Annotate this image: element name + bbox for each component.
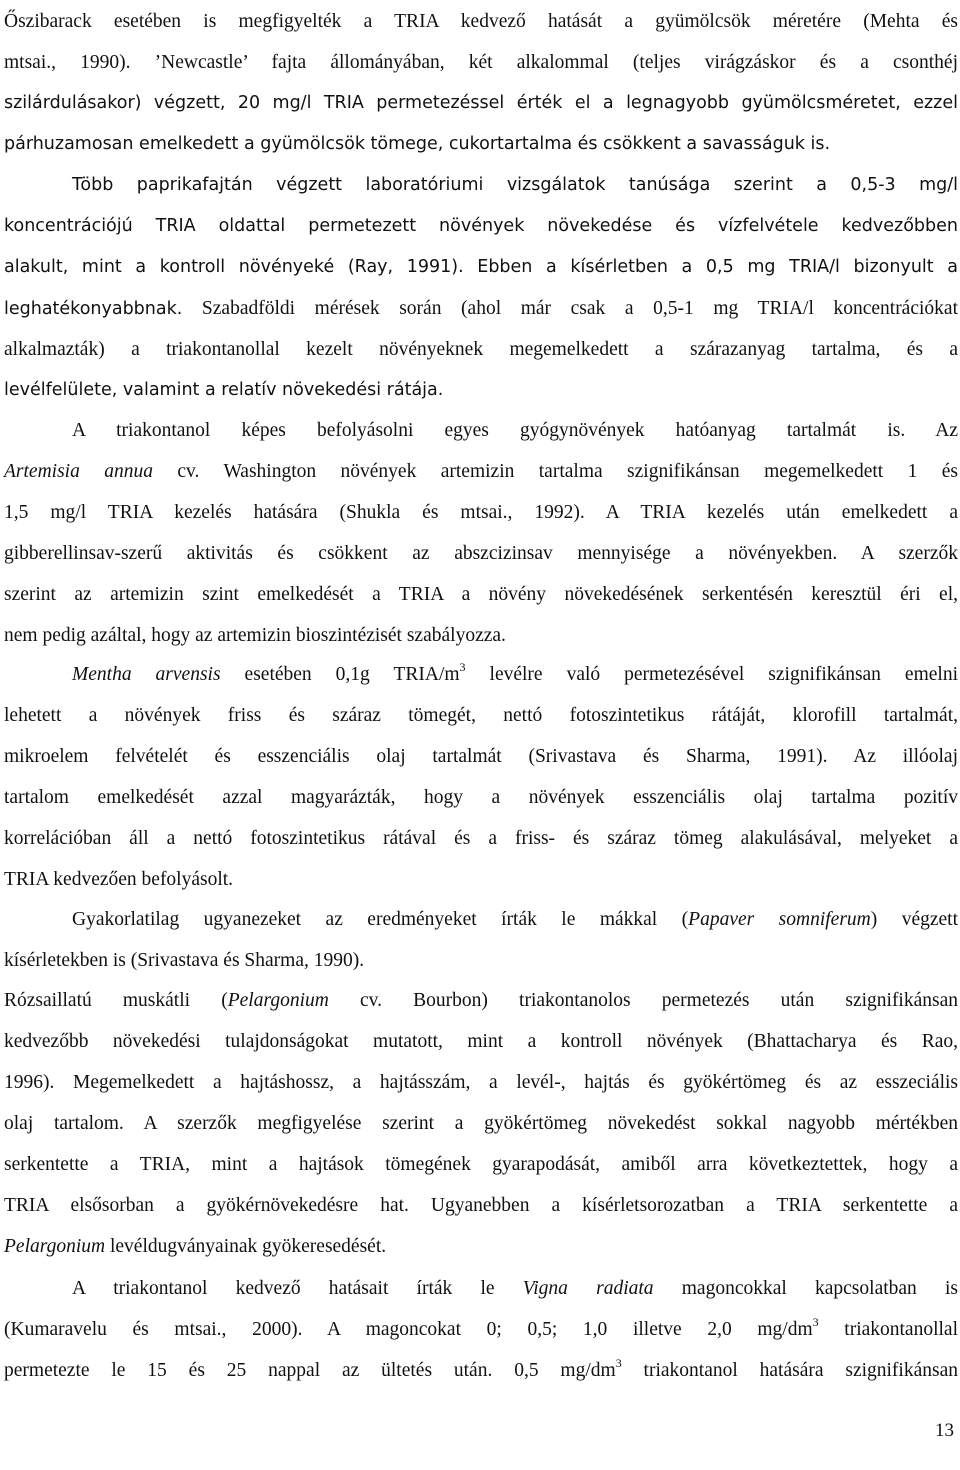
species-name: Vigna radiata [522,1278,654,1299]
text-line: gibberellinsav-szerű aktivitás és csökkent az abszcizinsav mennyisége a növényekben. A szerzők [4,543,958,564]
text-line: TRIA kedvezően befolyásolt. [4,869,234,890]
text-line: tartalom emelkedését azzal magyarázták, hogy a növények esszenciális olaj tartalma pozitív [4,787,958,808]
paragraph-artemisia [4,410,958,656]
text-line: mtsai., 1990). ’Newcastle’ fajta állományában, két alkalommal (teljes virágzáskor és a csonthéj [4,52,958,73]
text-line: alkalmazták) a triakontanollal kezelt növényeknek megemelkedett a szárazanyag tartalma, és a [4,339,958,360]
paragraph-peach [4,1,958,165]
text-line: serkentette a TRIA, mint a hajtások tömegének gyarapodását, amiből arra következtettek, hogy a [4,1154,958,1175]
paragraph-pelargonium [4,980,958,1267]
species-name: Mentha arvensis [72,664,221,685]
paragraph-vigna [4,1268,958,1391]
text-line: koncentrációjú TRIA oldattal permetezett növények növekedése és vízfelvétele kedvezőbben [4,216,958,236]
text-line: Gyakorlatilag ugyanezeket az eredményeket írták le mákkal (Papaver somniferum) végzett [72,909,958,930]
text-line: Több paprikafajtán végzett laboratóriumi vizsgálatok tanúsága szerint a 0,5-3 mg/l [72,175,958,195]
text-line: szilárdulásakor) végzett, 20 mg/l TRIA permetezéssel érték el a legnagyobb gyümölcsméretet, ezzel [4,93,958,113]
text-line: Őszibarack esetében is megfigyelték a TRIA kedvező hatását a gyümölcsök méretére (Mehta és [4,11,958,32]
text-line: nem pedig azáltal, hogy az artemizin bioszintézisét szabályozza. [4,625,506,646]
text-line: A triakontanol képes befolyásolni egyes gyógynövények hatóanyag tartalmát is. Az [72,420,958,441]
text-line: Pelargonium levéldugványainak gyökeresedését. [4,1236,387,1257]
text-line: kedvezőbb növekedési tulajdonságokat mutatott, mint a kontroll növények (Bhattacharya és Rao, [4,1031,958,1052]
text-line: (Kumaravelu és mtsai., 2000). A magoncokat 0; 0,5; 1,0 illetve 2,0 $mg/dm^3$ triakontanollal [4,1314,958,1340]
text-line: leghatékonyabbnak. Szabadföldi mérések során (ahol már csak a 0,5-1 mg TRIA/l koncentrációkat [4,298,958,319]
text-line: 1996). Megemelkedett a hajtáshossz, a hajtásszám, a levél-, hajtás és gyökértömeg és az esszeciális [4,1072,958,1093]
paragraph-mentha [4,654,958,900]
species-name: Pelargonium [227,990,329,1011]
text-line: lehetett a növények friss és száraz tömegét, nettó fotoszintetikus rátáját, klorofill tartalmát, [4,705,958,726]
text-line: korrelációban áll a nettó fotoszintetikus rátával és a friss- és száraz tömeg alakulásával, melyeket a [4,828,958,849]
text-line: A triakontanol kedvező hatásait írták le Vigna radiata magoncokkal kapcsolatban is [72,1278,959,1299]
text-line: szerint az artemizin szint emelkedését a TRIA a növény növekedésének serkentésén keresztül éri el, [4,584,958,605]
text-line: Artemisia annua cv. Washington növények artemizin tartalma szignifikánsan megemelkedett 1 és [4,461,958,482]
text-line: TRIA elsősorban a gyökérnövekedésre hat. Ugyanebben a kísérletsorozatban a TRIA serkentette a [4,1195,958,1216]
text-line: kísérletekben is (Srivastava és Sharma, 1990). [4,950,365,971]
text-line: Mentha arvensis esetében 0,1g TRIA/$m^3$ levélre való permetezésével szignifikánsan emelni [72,659,958,685]
species-name: Artemisia annua [4,461,153,482]
species-name: Papaver somniferum [688,909,871,930]
paragraph-paprika [4,165,958,411]
paragraph-papaver [4,899,958,981]
text-line: 1,5 mg/l TRIA kezelés hatására (Shukla és mtsai., 1992). A TRIA kezelés után emelkedett a [4,502,958,523]
text-line: olaj tartalom. A szerzők megfigyelése szerint a gyökértömeg növekedést sokkal nagyobb mértékben [4,1113,958,1134]
text-line: mikroelem felvételét és esszenciális olaj tartalmát (Srivastava és Sharma, 1991). Az illóolaj [4,746,958,767]
text-line: permetezte le 15 és 25 nappal az ültetés után. 0,5 $mg/dm^3$ triakontanol hatására szignifikánsan [4,1355,958,1381]
page-number: 13 [935,1420,954,1441]
text-line: Rózsaillatú muskátli (Pelargonium cv. Bourbon) triakontanolos permetezés után szignifikánsan [4,990,959,1011]
text-line: alakult, mint a kontroll növényeké (Ray, 1991). Ebben a kísérletben a 0,5 mg TRIA/l bizonyult a [4,257,958,277]
text-line: párhuzamosan emelkedett a gyümölcsök tömege, cukortartalma és csökkent a savasságuk is. [4,134,831,154]
species-name: Pelargonium [4,1236,106,1257]
text-line: levélfelülete, valamint a relatív növekedési rátája. [4,380,444,400]
